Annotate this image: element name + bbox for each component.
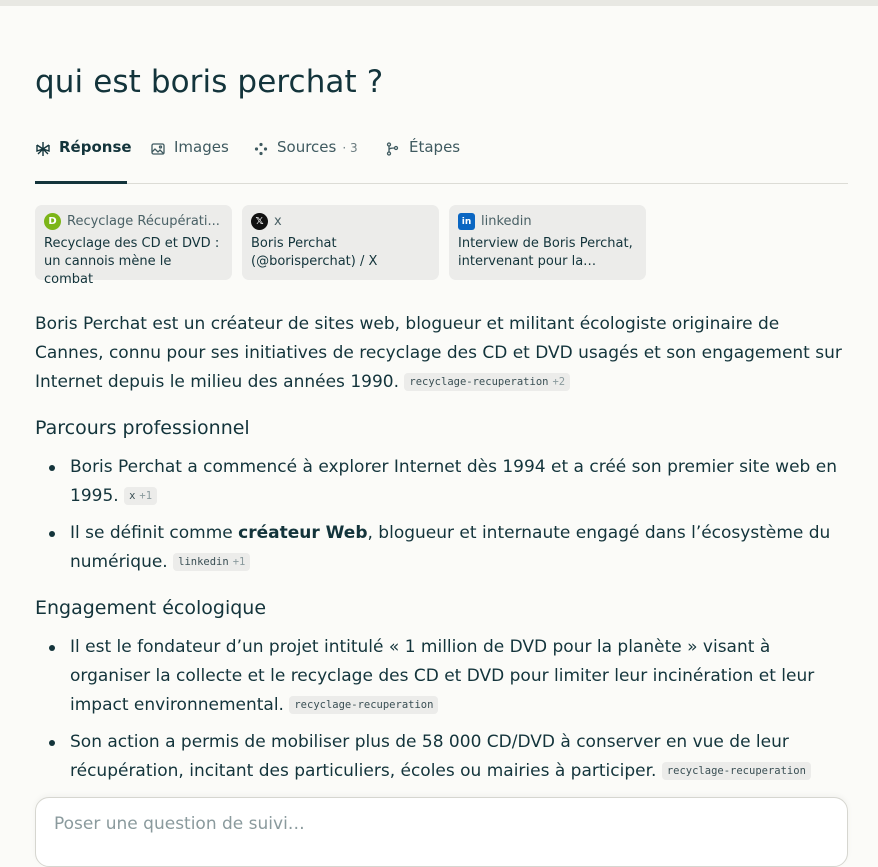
- sources-icon: [253, 141, 269, 157]
- citation-badge[interactable]: [289, 696, 438, 714]
- citation-badge[interactable]: [173, 553, 250, 571]
- source-card[interactable]: [242, 205, 439, 280]
- image-icon: [150, 141, 166, 157]
- followup-input[interactable]: [52, 813, 816, 835]
- citation-label: recyclage-recuperation: [409, 376, 549, 388]
- tab-label: Sources: [277, 138, 337, 156]
- tab-bar: [35, 138, 848, 184]
- bullet-list: [35, 633, 848, 794]
- citation-label: linkedin: [178, 556, 229, 568]
- tab-label: Étapes: [409, 138, 461, 156]
- citation-label: recyclage-recuperation: [294, 699, 434, 711]
- query-title: qui est boris perchat ?: [35, 64, 384, 100]
- tab-images[interactable]: [150, 138, 229, 183]
- citation-badge[interactable]: [404, 373, 570, 391]
- recyclage-favicon-icon: D: [44, 213, 61, 230]
- source-site: linkedin: [481, 214, 532, 229]
- tab-sources[interactable]: [253, 138, 358, 183]
- source-site: x: [274, 214, 282, 229]
- list-item: [35, 633, 848, 720]
- list-item: [35, 728, 848, 786]
- bullet-text: Boris Perchat a commencé à explorer Internet dès 1994 et a créé son premier site web en 1995.: [70, 457, 837, 506]
- intro-paragraph: [35, 310, 848, 397]
- list-item: [35, 453, 848, 511]
- section-heading: Engagement écologique: [35, 597, 267, 619]
- perplexity-icon: [35, 141, 51, 157]
- source-card[interactable]: [449, 205, 646, 280]
- top-bar: [0, 0, 878, 6]
- source-card[interactable]: [35, 205, 232, 287]
- sources-count: · 3: [342, 141, 358, 155]
- source-site: Recyclage Récupérati...: [67, 214, 220, 229]
- section-heading: Parcours professionnel: [35, 417, 250, 439]
- steps-icon: [385, 141, 401, 157]
- citation-more: +1: [232, 556, 246, 568]
- tab-label: Réponse: [59, 138, 132, 156]
- intro-text: Boris Perchat est un créateur de sites web, blogueur et militant écologiste originaire de Cannes, connu pour ses initiatives de recyclage des CD et DVD usagés et son engagement sur Internet depuis le milieu des années 1990.: [35, 314, 842, 392]
- source-title: Interview de Boris Perchat, intervenant pour la…: [458, 236, 633, 269]
- tab-label: Images: [174, 138, 229, 156]
- tab-etapes[interactable]: [385, 138, 460, 183]
- citation-badge[interactable]: [124, 487, 157, 505]
- citation-label: recyclage-recuperation: [666, 765, 806, 777]
- citation-badge[interactable]: [662, 762, 811, 780]
- citation-label: x: [129, 490, 136, 502]
- x-favicon-icon: 𝕏: [251, 213, 268, 230]
- bullet-bold-text: créateur Web: [238, 523, 368, 543]
- bullet-list: [35, 453, 848, 585]
- list-item: [35, 519, 848, 577]
- bullet-text: Il est le fondateur d’un projet intitulé « 1 million de DVD pour la planète » visant à organiser la collecte et le recyclage des CD et DVD pour limiter leur incinération et leur impact environnemental.: [70, 637, 815, 715]
- tab-reponse[interactable]: [35, 138, 132, 183]
- bullet-text: Il se définit comme: [70, 523, 239, 543]
- source-title: Recyclage des CD et DVD : un cannois mène le combat: [44, 236, 220, 287]
- source-cards: [35, 205, 646, 287]
- followup-box: [35, 797, 848, 867]
- citation-more: +2: [552, 376, 566, 388]
- bullet-text: Son action a permis de mobiliser plus de 58 000 CD/DVD à conserver en vue de leur récupération, incitant des particuliers, écoles ou mairies à participer.: [70, 732, 789, 781]
- bullet-text: , blogueur et internaute engagé dans l’écosystème du numérique.: [70, 523, 831, 572]
- citation-more: +1: [139, 490, 153, 502]
- source-title: Boris Perchat (@borisperchat) / X: [251, 236, 378, 269]
- linkedin-favicon-icon: in: [458, 213, 475, 230]
- answer-body: [35, 310, 848, 397]
